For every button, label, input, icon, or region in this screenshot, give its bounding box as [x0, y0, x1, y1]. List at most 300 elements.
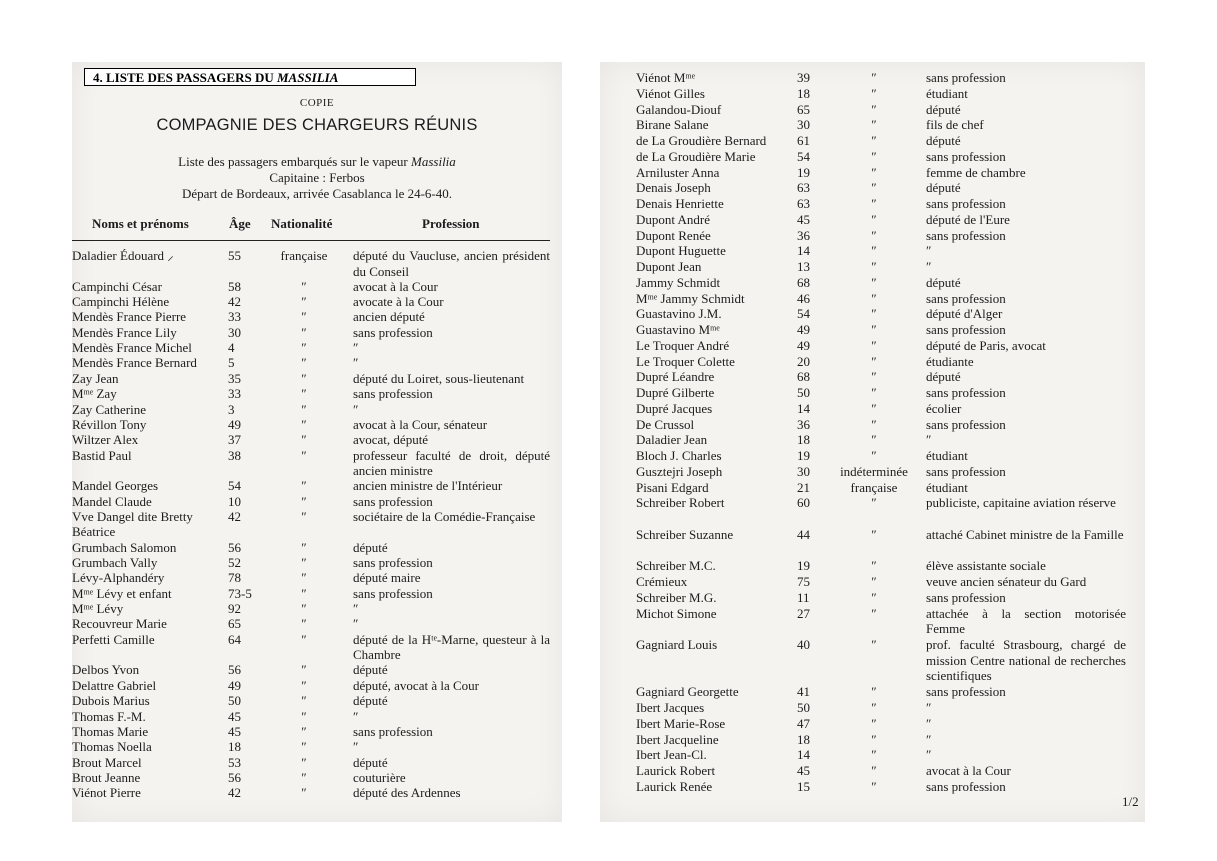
passenger-nationality: ″	[871, 605, 877, 621]
passenger-nationality: ″	[301, 447, 307, 463]
passenger-name: Michot Simone	[636, 605, 717, 621]
passenger-nationality: ″	[301, 662, 307, 678]
passenger-profession: député des Ardennes	[353, 785, 461, 801]
passenger-name: Ibert Marie-Rose	[636, 715, 726, 731]
passenger-profession: député, avocat à la Cour	[353, 677, 479, 693]
passenger-name: Brout Jeanne	[72, 769, 141, 785]
passenger-profession: femme de chambre	[926, 164, 1026, 180]
passenger-nationality: ″	[871, 259, 877, 274]
passenger-name: Thomas Noella	[72, 739, 152, 755]
passenger-age: 36	[797, 227, 810, 243]
passenger-profession: avocat à la Cour	[353, 278, 438, 294]
passenger-profession: sans profession	[926, 148, 1006, 164]
passenger-age: 42	[228, 508, 241, 524]
passenger-nationality: ″	[871, 180, 877, 196]
passenger-age: 75	[797, 574, 810, 589]
passenger-name: Bloch J. Charles	[636, 448, 722, 463]
passenger-age: 45	[228, 723, 241, 739]
passenger-profession: écolier	[926, 400, 962, 416]
passenger-profession: sans profession	[353, 555, 433, 570]
passenger-name: Birane Salane	[636, 117, 709, 133]
passenger-nationality: ″	[301, 416, 307, 432]
passenger-name: Schreiber M.C.	[636, 558, 716, 574]
passenger-name: Vve Dangel dite Bretty Béatrice	[72, 508, 193, 540]
passenger-nationality: ″	[301, 677, 307, 693]
passenger-profession: député	[353, 539, 388, 555]
passenger-nationality: ″	[871, 495, 877, 511]
passenger-age: 78	[228, 570, 241, 586]
passenger-profession: ″	[926, 747, 932, 763]
passenger-profession: veuve ancien sénateur du Gard	[926, 574, 1087, 589]
passenger-name: Dupré Léandre	[636, 369, 715, 385]
passenger-profession: étudiant	[926, 448, 968, 463]
passenger-nationality: ″	[871, 448, 877, 463]
header-rule	[72, 240, 550, 241]
passenger-nationality: ″	[871, 85, 877, 101]
passenger-name: Dubois Marius	[72, 693, 150, 709]
passenger-age: 39	[797, 70, 810, 85]
passenger-profession: député	[353, 662, 388, 678]
passenger-age: 18	[797, 432, 810, 448]
passenger-name: Mᵐᵉ Lévy et enfant	[72, 585, 172, 601]
passenger-profession: député	[926, 369, 961, 385]
passenger-nationality: ″	[301, 693, 307, 709]
passenger-age: 27	[797, 605, 810, 621]
column-header-name: Noms et prénoms	[92, 216, 189, 231]
passenger-age: 10	[228, 493, 241, 509]
passenger-profession: ″	[353, 601, 359, 617]
column-header-nationality: Nationalité	[271, 216, 333, 231]
passenger-age: 5	[228, 355, 235, 371]
passenger-age: 11	[797, 589, 810, 605]
passenger-name: Laurick Robert	[636, 763, 716, 778]
passenger-age: 49	[228, 677, 241, 693]
subtitle-prefix: Liste des passagers embarqués sur le vapeur	[178, 154, 412, 169]
passenger-profession: député d'Alger	[926, 306, 1003, 322]
passenger-profession: sans profession	[926, 463, 1006, 479]
passenger-profession: député	[353, 693, 388, 709]
passenger-nationality: ″	[871, 574, 877, 589]
passenger-name: Ibert Jacqueline	[636, 731, 719, 747]
passenger-age: 64	[228, 631, 241, 647]
passenger-name: Mendès France Pierre	[72, 309, 187, 325]
passenger-age: 15	[797, 778, 810, 794]
passenger-name: Ibert Jean-Cl.	[636, 747, 707, 763]
passenger-age: 14	[797, 243, 810, 259]
passenger-profession: étudiant	[926, 479, 968, 495]
passenger-name: Mendès France Lily	[72, 324, 177, 340]
passenger-profession: sans profession	[926, 322, 1006, 337]
passenger-nationality: ″	[871, 70, 877, 85]
subtitle-line-2: Capitaine : Ferbos	[269, 170, 365, 185]
passenger-name: Galandou-Diouf	[636, 101, 722, 117]
passenger-nationality: ″	[871, 432, 877, 448]
passenger-name: Bastid Paul	[72, 447, 132, 463]
passenger-name: Le Troquer André	[636, 337, 730, 353]
passenger-nationality: ″	[871, 274, 877, 290]
passenger-name: Ibert Jacques	[636, 700, 705, 715]
passenger-nationality: ″	[301, 294, 307, 310]
passenger-name: Mandel Georges	[72, 478, 159, 494]
passenger-age: 46	[797, 290, 810, 306]
passenger-name: Mᵐᵉ Jammy Schmidt	[636, 290, 745, 306]
passenger-profession: couturière	[353, 769, 406, 785]
passenger-nationality: ″	[301, 370, 307, 386]
passenger-profession: sans profession	[926, 227, 1006, 243]
passenger-age: 56	[228, 539, 241, 555]
passenger-age: 13	[797, 259, 810, 274]
passenger-profession: sans profession	[353, 493, 433, 509]
passenger-nationality: ″	[871, 589, 877, 605]
passenger-name: de La Groudière Bernard	[636, 133, 767, 148]
passenger-name: Arniluster Anna	[636, 164, 720, 180]
passenger-profession: ″	[926, 259, 932, 274]
passenger-nationality: ″	[871, 558, 877, 574]
passenger-profession: sans profession	[926, 778, 1006, 794]
passenger-nationality: ″	[871, 148, 877, 164]
passenger-profession: étudiant	[926, 85, 968, 101]
passenger-name: Gusztejri Joseph	[636, 463, 723, 479]
passenger-profession: fils de chef	[926, 117, 984, 133]
passenger-age: 4	[228, 340, 235, 356]
passenger-age: 40	[797, 637, 810, 652]
passenger-name: Zay Jean	[72, 370, 119, 386]
passenger-name: De Crussol	[636, 416, 695, 432]
passenger-age: 33	[228, 309, 241, 325]
passenger-nationality: ″	[301, 539, 307, 555]
passenger-profession: ″	[926, 432, 932, 448]
passenger-nationality: ″	[871, 416, 877, 432]
passenger-nationality: ″	[871, 196, 877, 211]
passenger-age: 63	[797, 196, 810, 211]
passenger-age: 19	[797, 448, 810, 463]
passenger-nationality: ″	[871, 243, 877, 259]
passenger-nationality: ″	[871, 637, 877, 652]
passenger-nationality: ″	[871, 747, 877, 763]
document-title	[84, 68, 416, 86]
passenger-profession: député de la Hᵗᵉ-Marne, questeur à la Chambre	[353, 631, 550, 663]
company-name: COMPAGNIE DES CHARGEURS RÉUNIS	[156, 116, 478, 134]
passenger-profession: ancien ministre de l'Intérieur	[353, 478, 503, 494]
passenger-age: 44	[797, 526, 810, 542]
passenger-name: Laurick Renée	[636, 778, 713, 794]
passenger-age: 53	[228, 754, 241, 770]
passenger-name: Le Troquer Colette	[636, 353, 735, 369]
passenger-nationality: ″	[871, 101, 877, 117]
passenger-age: 68	[797, 369, 810, 385]
subtitle-ship: Massilia	[411, 154, 456, 169]
passenger-age: 49	[797, 322, 810, 337]
page-number: 1/2	[1122, 794, 1139, 809]
passenger-nationality: ″	[301, 355, 307, 371]
passenger-age: 35	[228, 370, 241, 386]
passenger-name: Campinchi César	[72, 278, 162, 294]
passenger-nationality: ″	[301, 785, 307, 801]
passenger-nationality: ″	[301, 754, 307, 770]
passenger-age: 54	[797, 306, 810, 322]
passenger-name: Viénot Gilles	[636, 85, 705, 101]
passenger-nationality: ″	[301, 401, 307, 417]
passenger-age: 42	[228, 294, 241, 310]
passenger-nationality: ″	[301, 570, 307, 586]
passenger-name: Viénot Pierre	[72, 785, 141, 801]
passenger-name: Recouvreur Marie	[72, 616, 167, 632]
passenger-age: 54	[797, 148, 810, 164]
passenger-nationality: ″	[871, 322, 877, 337]
passenger-nationality: ″	[871, 715, 877, 731]
passenger-nationality: ″	[871, 526, 877, 542]
passenger-name: Révillon Tony	[72, 416, 147, 432]
passenger-name: Grumbach Salomon	[72, 539, 177, 555]
column-header-profession: Profession	[422, 216, 480, 231]
passenger-nationality: ″	[301, 616, 307, 632]
passenger-name: Dupont Huguette	[636, 243, 726, 259]
passenger-age: 61	[797, 133, 810, 148]
passenger-profession: sans profession	[353, 723, 433, 739]
passenger-nationality: ″	[301, 432, 307, 448]
passenger-age: 14	[797, 747, 810, 763]
passenger-name: Brout Marcel	[72, 754, 142, 770]
title-ship: MASSILIA	[276, 70, 339, 85]
passenger-nationality: française	[280, 248, 328, 263]
passenger-profession: attachée à la section motorisée Femme	[926, 605, 1126, 636]
passenger-nationality: ″	[871, 164, 877, 180]
column-header-age: Âge	[229, 216, 251, 231]
passenger-nationality: ″	[871, 400, 877, 416]
passenger-profession: député	[926, 274, 961, 290]
passenger-age: 50	[797, 700, 810, 715]
passenger-name: Guastavino J.M.	[636, 306, 722, 322]
passenger-name: Campinchi Hélène	[72, 294, 170, 310]
passenger-profession: député	[926, 180, 961, 196]
passenger-nationality: ″	[301, 478, 307, 494]
passenger-age: 54	[228, 478, 241, 494]
passenger-name: Pisani Edgard	[636, 479, 709, 495]
passenger-age: 60	[797, 495, 810, 511]
passenger-profession: ″	[926, 243, 932, 259]
passenger-age: 65	[228, 616, 241, 632]
passenger-age: 45	[797, 763, 810, 778]
passenger-name: Jammy Schmidt	[636, 274, 721, 290]
passenger-profession: sociétaire de la Comédie-Française	[353, 508, 536, 524]
passenger-name: Thomas Marie	[72, 723, 149, 739]
passenger-age: 18	[797, 731, 810, 747]
passenger-profession: sans profession	[926, 196, 1006, 211]
passenger-age: 45	[228, 708, 241, 724]
passenger-profession: professeur faculté de droit, député ancien ministre	[353, 447, 550, 479]
passenger-nationality: ″	[301, 585, 307, 601]
passenger-name: Dupré Gilberte	[636, 385, 715, 400]
passenger-profession: député de Paris, avocat	[926, 337, 1046, 353]
passenger-age: 56	[228, 662, 241, 678]
passenger-name: Mendès France Michel	[72, 340, 192, 356]
passenger-name: Daladier Édouard ⸝	[72, 248, 174, 263]
passenger-age: 50	[797, 385, 810, 400]
passenger-nationality: ″	[871, 133, 877, 148]
passenger-age: 65	[797, 101, 810, 117]
passenger-profession: député du Vaucluse, ancien président du Conseil	[353, 248, 550, 279]
passenger-age: 63	[797, 180, 810, 196]
subtitle-line-1	[72, 154, 562, 170]
passenger-age: 56	[228, 769, 241, 785]
passenger-age: 36	[797, 416, 810, 432]
passenger-name: Dupont André	[636, 211, 711, 227]
passenger-age: 41	[797, 684, 810, 700]
passenger-profession: publiciste, capitaine aviation réserve	[926, 495, 1116, 511]
passenger-profession: député	[353, 754, 388, 770]
passenger-profession: avocat, député	[353, 432, 429, 448]
passenger-name: Dupont Renée	[636, 227, 711, 243]
passenger-age: 30	[228, 324, 241, 340]
passenger-age: 49	[228, 416, 241, 432]
passenger-profession: étudiante	[926, 353, 974, 369]
passenger-name: Guastavino Mᵐᵉ	[636, 322, 720, 337]
passenger-nationality: ″	[301, 493, 307, 509]
copie-label: COPIE	[299, 97, 335, 109]
passenger-nationality: ″	[301, 324, 307, 340]
passenger-profession: sans profession	[926, 416, 1006, 432]
passenger-profession: ″	[353, 739, 359, 755]
passenger-name: Delattre Gabriel	[72, 677, 157, 693]
passenger-nationality: ″	[301, 340, 307, 356]
passenger-name: Dupont Jean	[636, 259, 702, 274]
passenger-age: 49	[797, 337, 810, 353]
passenger-nationality: ″	[871, 227, 877, 243]
passenger-nationality: ″	[871, 117, 877, 133]
passenger-profession: avocat à la Cour	[926, 763, 1011, 778]
passenger-nationality: ″	[871, 778, 877, 794]
passenger-nationality: ″	[871, 211, 877, 227]
passenger-name: Mᵐᵉ Lévy	[72, 601, 124, 617]
passenger-nationality: ″	[871, 731, 877, 747]
title-text: 4. LISTE DES PASSAGERS DU	[93, 70, 277, 85]
passenger-profession: ″	[353, 708, 359, 724]
passenger-profession: prof. faculté Strasbourg, chargé de mission Centre national de recherches scientifiques	[926, 637, 1126, 683]
passenger-profession: attaché Cabinet ministre de la Famille	[926, 526, 1124, 542]
passenger-name: Perfetti Camille	[72, 631, 155, 647]
passenger-nationality: ″	[301, 723, 307, 739]
passenger-name: Dupré Jacques	[636, 400, 713, 416]
passenger-profession: ″	[353, 355, 359, 371]
passenger-profession: avocat à la Cour, sénateur	[353, 416, 488, 432]
passenger-age: 14	[797, 400, 810, 416]
passenger-age: 37	[228, 432, 241, 448]
passenger-nationality: ″	[871, 700, 877, 715]
passenger-name: Thomas F.-M.	[72, 708, 146, 724]
passenger-name: Crémieux	[636, 574, 688, 589]
passenger-age: 18	[228, 739, 241, 755]
passenger-profession: sans profession	[353, 324, 433, 340]
passenger-age: 30	[797, 463, 810, 479]
passenger-name: Denais Joseph	[636, 180, 711, 196]
passenger-nationality: ″	[301, 309, 307, 325]
passenger-profession: sans profession	[926, 684, 1006, 700]
passenger-name: Schreiber Suzanne	[636, 526, 734, 542]
passenger-age: 3	[228, 401, 235, 417]
passenger-profession: député du Loiret, sous-lieutenant	[353, 370, 525, 386]
passenger-profession: avocate à la Cour	[353, 294, 444, 310]
passenger-nationality: ″	[871, 353, 877, 369]
passenger-age: 20	[797, 353, 810, 369]
passenger-profession: élève assistante sociale	[926, 558, 1046, 574]
passenger-profession: député de l'Eure	[926, 211, 1010, 227]
passenger-age: 68	[797, 274, 810, 290]
passenger-name: Schreiber M.G.	[636, 589, 717, 605]
passenger-name: Lévy-Alphandéry	[72, 570, 165, 586]
passenger-age: 55	[228, 248, 241, 263]
passenger-profession: député	[926, 101, 961, 117]
passenger-name: Mᵐᵉ Zay	[72, 386, 117, 402]
passenger-age: 30	[797, 117, 810, 133]
passenger-nationality: ″	[301, 386, 307, 402]
passenger-name: Daladier Jean	[636, 432, 708, 448]
passenger-name: Grumbach Vally	[72, 555, 158, 570]
passenger-age: 42	[228, 785, 241, 801]
passenger-nationality: ″	[871, 290, 877, 306]
passenger-nationality: ″	[301, 508, 307, 524]
passenger-age: 50	[228, 693, 241, 709]
passenger-nationality: ″	[871, 337, 877, 353]
passenger-age: 33	[228, 386, 241, 402]
passenger-profession: député maire	[353, 570, 421, 586]
passenger-profession: sans profession	[926, 589, 1006, 605]
passenger-nationality: indéterminée	[840, 463, 908, 479]
passenger-profession: ancien député	[353, 309, 425, 325]
passenger-profession: sans profession	[926, 290, 1006, 306]
passenger-nationality: ″	[301, 631, 307, 647]
passenger-nationality: ″	[871, 763, 877, 778]
passenger-age: 92	[228, 601, 241, 617]
passenger-nationality: ″	[301, 555, 307, 570]
passenger-age: 19	[797, 164, 810, 180]
passenger-age: 58	[228, 278, 241, 294]
passenger-nationality: ″	[871, 385, 877, 400]
passenger-profession: sans profession	[353, 386, 433, 402]
passenger-profession: ″	[353, 401, 359, 417]
passenger-nationality: ″	[871, 306, 877, 322]
passenger-age: 38	[228, 447, 241, 463]
passenger-profession: ″	[353, 616, 359, 632]
passenger-age: 45	[797, 211, 810, 227]
passenger-profession: ″	[926, 700, 932, 715]
subtitle-line-3: Départ de Bordeaux, arrivée Casablanca le 24-6-40.	[182, 186, 452, 201]
passenger-name: de La Groudière Marie	[636, 148, 756, 164]
passenger-profession: ″	[926, 715, 932, 731]
passenger-name: Gagniard Louis	[636, 637, 718, 652]
passenger-name: Gagniard Georgette	[636, 684, 739, 700]
passenger-profession: sans profession	[926, 70, 1006, 85]
passenger-nationality: ″	[301, 739, 307, 755]
passenger-nationality: ″	[301, 278, 307, 294]
passenger-name: Mendès France Bernard	[72, 355, 197, 371]
passenger-name: Mandel Claude	[72, 493, 152, 509]
passenger-profession: ″	[926, 731, 932, 747]
passenger-nationality: ″	[871, 369, 877, 385]
passenger-profession: sans profession	[926, 385, 1006, 400]
passenger-name: Viénot Mᵐᵉ	[636, 70, 696, 85]
passenger-profession: député	[926, 133, 961, 148]
passenger-nationality: ″	[871, 684, 877, 700]
passenger-nationality: ″	[301, 601, 307, 617]
passenger-age: 52	[228, 555, 241, 570]
passenger-nationality: ″	[301, 708, 307, 724]
passenger-nationality: ″	[301, 769, 307, 785]
passenger-name: Wiltzer Alex	[72, 432, 139, 448]
passenger-age: 19	[797, 558, 810, 574]
passenger-name: Schreiber Robert	[636, 495, 725, 511]
passenger-age: 73-5	[228, 585, 252, 601]
passenger-age: 47	[797, 715, 810, 731]
